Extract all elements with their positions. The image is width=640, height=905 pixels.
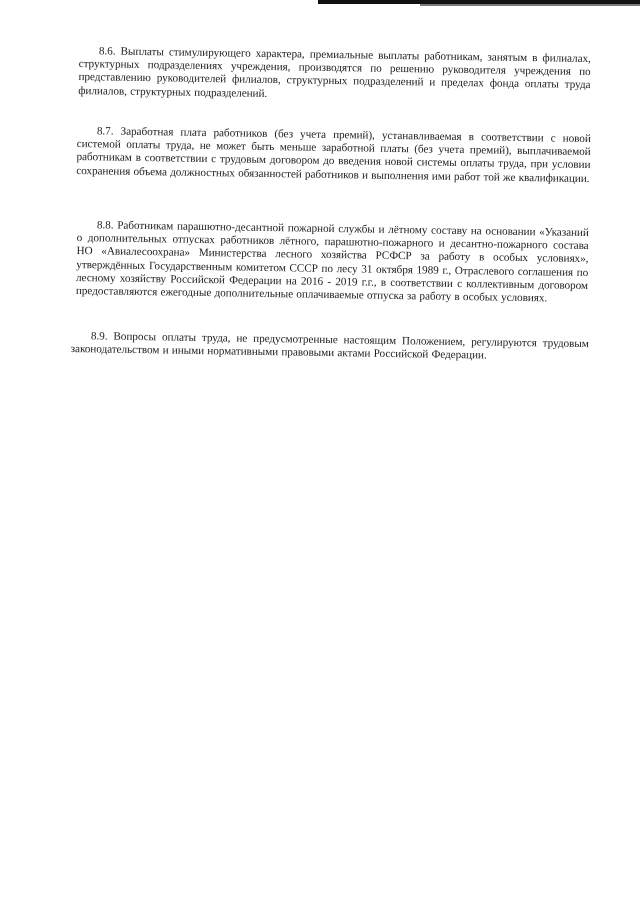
paragraph-text: 8.7. Заработная плата работников (без учета премий), устанавливаемая в соответствии с новой системой оплаты труда, не может быть меньше заработной платы (без учета премий), выплачиваемой работникам в соответствии с трудовым договором до введения новой системы оплаты труда, при условии сохранения объема должностных обязанностей работников и выполнения ими работ той же квалификации.	[76, 125, 591, 185]
paragraph-text: 8.6. Выплаты стимулирующего характера, премиальные выплаты работникам, занятым в филиалах, структурных подразделениях учреждения, производятся по решению руководителя учреждения по представлению руководителей филиалов, структурных подразделений и пределах фонда оплаты труда филиалов, структурных подразделений.	[78, 45, 591, 100]
paragraph-text: 8.9. Вопросы оплаты труда, не предусмотренные настоящим Положением, регулируются трудовым законодательством и иными нормативными правовыми актами Российской Федерации.	[70, 330, 589, 362]
paragraph-8-9	[71, 330, 589, 365]
paragraph-text: 8.8. Работникам парашютно-десантной пожарной службы и лётному составу на основании «Указаний о дополнительных отпусках работников лётного, парашютно-пожарного и десантно-пожарного состава НО «Авиалесоохрана» Министерства лесного хозяйства РСФСР за работу в особых условиях», утверждённых Государственным комитетом СССР по лесу 31 октября 1989 г., Отраслевого соглашения по лесному хозяйству Российской Федерации на 2016 - 2019 г.г., в соответствии с коллективным договором предоставляются ежегодные дополнительные оплачиваемые отпуска за работу в особых условиях.	[75, 219, 589, 305]
paragraph-8-8	[76, 219, 589, 306]
paragraph-8-7	[76, 125, 591, 186]
paragraph-8-6	[78, 45, 591, 106]
